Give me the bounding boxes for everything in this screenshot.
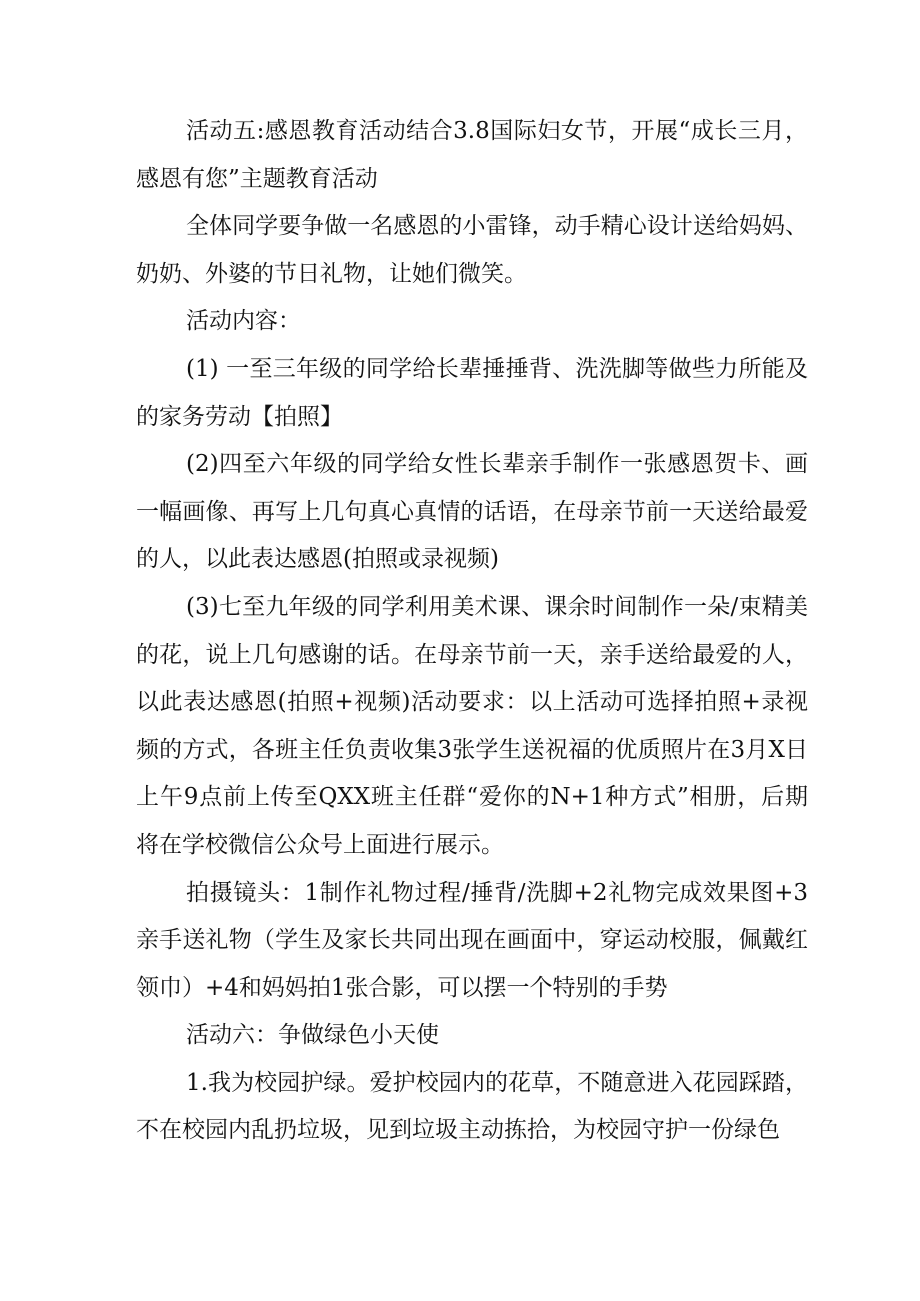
paragraph-activity-six-item-1: 1.我为校园护绿。爱护校园内的花草，不随意进入花园踩踏，不在校园内乱扔垃圾，见到垃圾主动拣拾，为校园守护一份绿色 xyxy=(136,1069,808,1144)
paragraph-filming-shots: 拍摄镜头：1制作礼物过程/捶背/洗脚+2礼物完成效果图+3亲手送礼物（学生及家长共同出现在画面中，穿运动校服，佩戴红领巾）+4和妈妈拍1张合影，可以摆一个特别的手势 xyxy=(136,879,808,1001)
paragraph-item-1: (1) 一至三年级的同学给长辈捶捶背、洗洗脚等做些力所能及的家务劳动【拍照】 xyxy=(136,355,808,430)
paragraph-item-2: (2)四至六年级的同学给女性长辈亲手制作一张感恩贺卡、画一幅画像、再写上几句真心真情的话语，在母亲节前一天送给最爱的人，以此表达感恩(拍照或录视频) xyxy=(136,451,808,573)
document-body xyxy=(136,108,808,1155)
paragraph-activity-five-title: 活动五:感恩教育活动结合3.8国际妇女节，开展“成长三月，感恩有您”主题教育活动 xyxy=(136,118,808,192)
paragraph-item-3: (3)七至九年级的同学利用美术课、课余时间制作一朵/束精美的花，说上几句感谢的话。在母亲节前一天，亲手送给最爱的人，以此表达感恩(拍照+视频)活动要求：以上活动可选择拍照+录视频的方式，各班主任负责收集3张学生送祝福的优质照片在3月X日上午9点前上传至QXX班主任群“爱你的N+1种方式”相册，后期将在学校微信公众号上面进行展示。 xyxy=(136,593,809,858)
paragraph-activity-six-title: 活动六：争做绿色小天使 xyxy=(186,1022,439,1049)
paragraph-activity-content-heading: 活动内容： xyxy=(186,308,301,335)
paragraph-activity-five-intro: 全体同学要争做一名感恩的小雷锋，动手精心设计送给妈妈、奶奶、外婆的节日礼物，让她们微笑。 xyxy=(136,213,808,287)
